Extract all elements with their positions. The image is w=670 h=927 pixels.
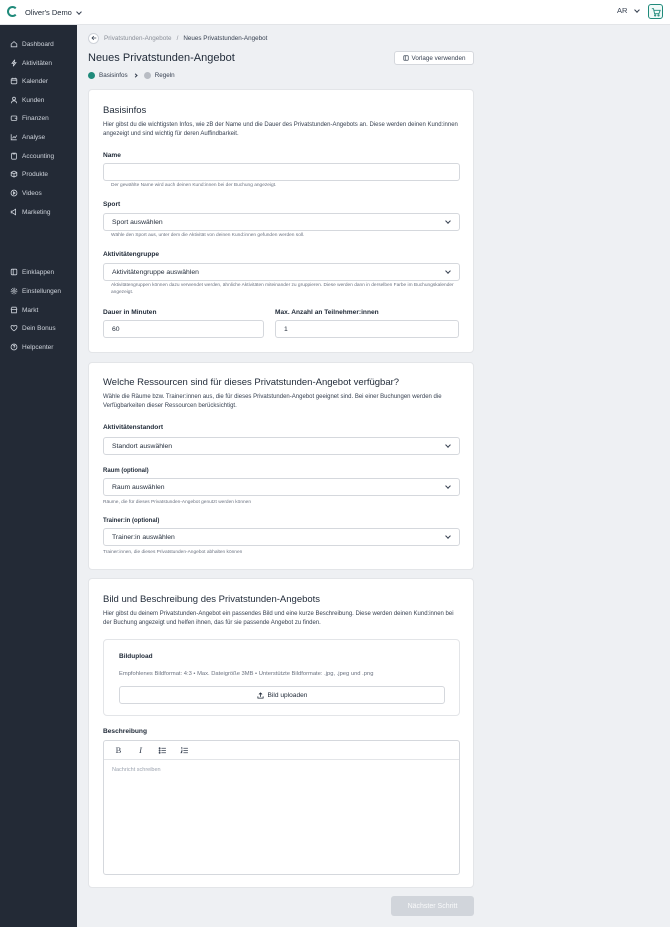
sidebar-item-aktivitaeten[interactable]: [10, 57, 52, 69]
sidebar-item-finanzen[interactable]: [10, 112, 49, 124]
room-label: Raum (optional): [103, 468, 149, 474]
upload-image-button[interactable]: [119, 686, 445, 704]
basics-description: Hier gibst du die wichtigsten Infos, wie zB der Name und die Dauer des Privatstunden-Angebots an. Diese werden deinen Kund:innen angezeigt und sind wichtig für deren Auffindbarkeit.: [103, 122, 458, 137]
activity-group-hint: Aktivitätengruppen können dazu verwendet werden, ähnliche Aktivitäten miteinander zu gruppieren. Diese werden dann in derselben Farbe im Buchungskalender angezeigt.: [111, 283, 454, 295]
sidebar-item-marketing[interactable]: [10, 206, 51, 218]
sidebar-item-label: Dashboard: [22, 40, 54, 48]
name-hint: Der gewählte Name wird auch deinen Kund:innen bei der Buchung angezeigt.: [111, 183, 277, 188]
chevron-down-icon: [445, 218, 451, 224]
basics-title: Basisinfos: [103, 105, 147, 116]
image-card-description: Hier gibst du deinem Privatstunden-Angebot ein passendes Bild und eine kurze Beschreibung. Diese werden deinen Kund:innen bei der Buchung angezeigt und helfen ihnen, das für sie passende Angebot zu finden.: [103, 611, 454, 626]
step-dot-inactive: [144, 72, 151, 79]
sidebar-item-label: Einstellungen: [22, 287, 62, 295]
gear-icon: [10, 287, 18, 295]
duration-input[interactable]: 60: [103, 320, 264, 338]
duration-label: Dauer in Minuten: [103, 309, 157, 316]
sidebar-item-kunden[interactable]: [10, 94, 44, 106]
megaphone-icon: [10, 208, 18, 216]
sidebar-item-produkte[interactable]: [10, 168, 48, 180]
sidebar-item-einstellungen[interactable]: [10, 285, 61, 297]
step-dot-active: [88, 72, 95, 79]
wallet-icon: [10, 114, 18, 122]
calendar-icon: [10, 77, 18, 85]
step-label-basisinfos[interactable]: Basisinfos: [99, 72, 128, 79]
upload-icon: [257, 692, 264, 699]
page-title: Neues Privatstunden-Angebot: [88, 52, 235, 64]
resources-description: Wähle die Räume bzw. Trainer:innen aus, die für dieses Privatstunden-Angebot geeignet sind. Bei einer Buchungen werden die Verfügbarkeiten dieser Ressourcen berücksichtigt.: [103, 394, 442, 409]
sidebar-item-label: Analyse: [22, 133, 46, 141]
collapse-icon: [10, 268, 18, 276]
sport-label: Sport: [103, 201, 121, 208]
resources-card: [88, 362, 474, 570]
avatar-initials: AR: [617, 6, 628, 15]
top-bar: [0, 0, 670, 25]
upload-info: Empfohlenes Bildformat: 4:3 • Max. Dateigröße 3MB • Unterstützte Bildformate: .jpg, .jpeg und .png: [119, 671, 374, 677]
box-icon: [10, 170, 18, 178]
image-card-title: Bild und Beschreibung des Privatstunden-Angebots: [103, 594, 321, 605]
sidebar-item-label: Aktivitäten: [22, 59, 52, 67]
image-upload-box: [103, 639, 460, 716]
sidebar-item-dashboard[interactable]: [10, 38, 54, 50]
description-label: Beschreibung: [103, 728, 147, 735]
user-menu[interactable]: [617, 6, 639, 15]
step-indicator: [88, 72, 175, 79]
breadcrumb-parent-link[interactable]: Privatstunden-Angebote: [104, 34, 172, 42]
template-icon: [403, 55, 409, 61]
editor-toolbar: [104, 741, 459, 760]
chevron-down-icon: [445, 268, 451, 274]
upload-image-label: Bild uploaden: [267, 691, 308, 699]
chevron-down-icon: [635, 7, 641, 13]
description-editor: [103, 740, 460, 875]
sidebar-item-helpcenter[interactable]: [10, 341, 53, 353]
location-label: Aktivitätenstandort: [103, 424, 164, 431]
sidebar-item-label: Dein Bonus: [22, 324, 56, 332]
italic-button[interactable]: I: [139, 745, 142, 755]
sidebar: [0, 25, 77, 927]
step-label-regeln[interactable]: Regeln: [154, 72, 175, 79]
max-participants-label: Max. Anzahl an Teilnehmer:innen: [275, 309, 379, 316]
resources-title: Welche Ressourcen sind für dieses Privatstunden-Angebot verfügbar?: [103, 377, 400, 388]
breadcrumb-separator: /: [176, 34, 179, 42]
sidebar-item-markt[interactable]: [10, 304, 38, 316]
room-select[interactable]: [103, 478, 460, 496]
trainer-select[interactable]: [103, 528, 460, 546]
cart-icon: [651, 7, 661, 17]
room-hint: Räume, die für dieses Privatstunden-Angebot genutzt werden können: [103, 500, 251, 505]
image-description-card: [88, 578, 474, 888]
trainer-hint: Trainer:innen, die dieses Privatstunden-Angebot abhalten können: [103, 550, 243, 555]
sidebar-item-label: Markt: [22, 306, 39, 314]
sidebar-item-label: Videos: [22, 189, 42, 197]
name-label: Name: [103, 152, 121, 159]
sidebar-item-label: Kunden: [22, 96, 45, 104]
room-select-value: Raum auswählen: [112, 483, 165, 491]
sport-select[interactable]: [103, 213, 460, 231]
location-select-value: Standort auswählen: [112, 442, 173, 450]
sidebar-item-label: Finanzen: [22, 114, 49, 122]
name-input[interactable]: [103, 163, 460, 181]
back-button[interactable]: [88, 33, 99, 44]
sidebar-item-einklappen[interactable]: [10, 266, 54, 278]
sidebar-item-label: Produkte: [22, 170, 49, 178]
max-participants-input[interactable]: 1: [275, 320, 459, 338]
store-icon: [10, 306, 18, 314]
chevron-down-icon: [76, 9, 82, 15]
org-name: Oliver's Demo: [25, 8, 72, 17]
trainer-label: Trainer:in (optional): [103, 518, 160, 524]
sidebar-item-label: Helpcenter: [22, 343, 54, 351]
chevron-down-icon: [445, 483, 451, 489]
breadcrumb: [88, 32, 267, 44]
play-icon: [10, 189, 18, 197]
cart-button[interactable]: [648, 4, 663, 19]
sidebar-item-label: Accounting: [22, 152, 55, 160]
sidebar-item-dein-bonus[interactable]: [10, 322, 56, 334]
activity-group-select[interactable]: [103, 263, 460, 281]
upload-title: Bildupload: [119, 653, 153, 660]
sidebar-item-label: Marketing: [22, 208, 51, 216]
lightning-icon: [10, 59, 18, 67]
breadcrumb-current: Neues Privatstunden-Angebot: [183, 34, 268, 42]
bullet-list-icon: [158, 746, 167, 755]
use-template-label: Vorlage verwenden: [411, 54, 466, 62]
use-template-button[interactable]: [394, 51, 474, 65]
sidebar-item-kalender[interactable]: [10, 75, 48, 87]
sidebar-item-accounting[interactable]: [10, 150, 54, 162]
bullet-list-button[interactable]: [156, 744, 169, 757]
brand-logo-icon[interactable]: [7, 6, 18, 17]
basics-card: [88, 89, 474, 353]
sport-hint: Wähle den Sport aus, unter dem die Aktivität von deinen Kund:innen gefunden werden soll.: [111, 233, 305, 238]
help-icon: [10, 343, 18, 351]
description-textarea[interactable]: Nachricht schreiben: [112, 767, 161, 773]
activity-group-select-value: Aktivitätengruppe auswählen: [112, 268, 199, 276]
chevron-down-icon: [445, 442, 451, 448]
home-icon: [10, 40, 18, 48]
sport-select-value: Sport auswählen: [112, 218, 163, 226]
chevron-down-icon: [445, 533, 451, 539]
bold-button[interactable]: B: [115, 745, 122, 755]
numbered-list-button[interactable]: [178, 744, 191, 757]
clipboard-icon: [10, 152, 18, 160]
arrow-left-icon: [91, 35, 97, 41]
trainer-select-value: Trainer:in auswählen: [112, 533, 175, 541]
org-switcher[interactable]: [25, 8, 81, 17]
location-select[interactable]: [103, 437, 460, 455]
chevron-right-icon: [133, 73, 137, 77]
activity-group-label: Aktivitätengruppe: [103, 251, 160, 258]
user-icon: [10, 96, 18, 104]
next-step-button[interactable]: Nächster Schritt: [391, 896, 474, 916]
sidebar-item-label: Kalender: [22, 77, 49, 85]
sidebar-item-videos[interactable]: [10, 187, 42, 199]
chart-icon: [10, 133, 18, 141]
sidebar-item-analyse[interactable]: [10, 131, 45, 143]
sidebar-item-label: Einklappen: [22, 268, 55, 276]
numbered-list-icon: [180, 746, 189, 755]
heart-icon: [10, 324, 18, 332]
